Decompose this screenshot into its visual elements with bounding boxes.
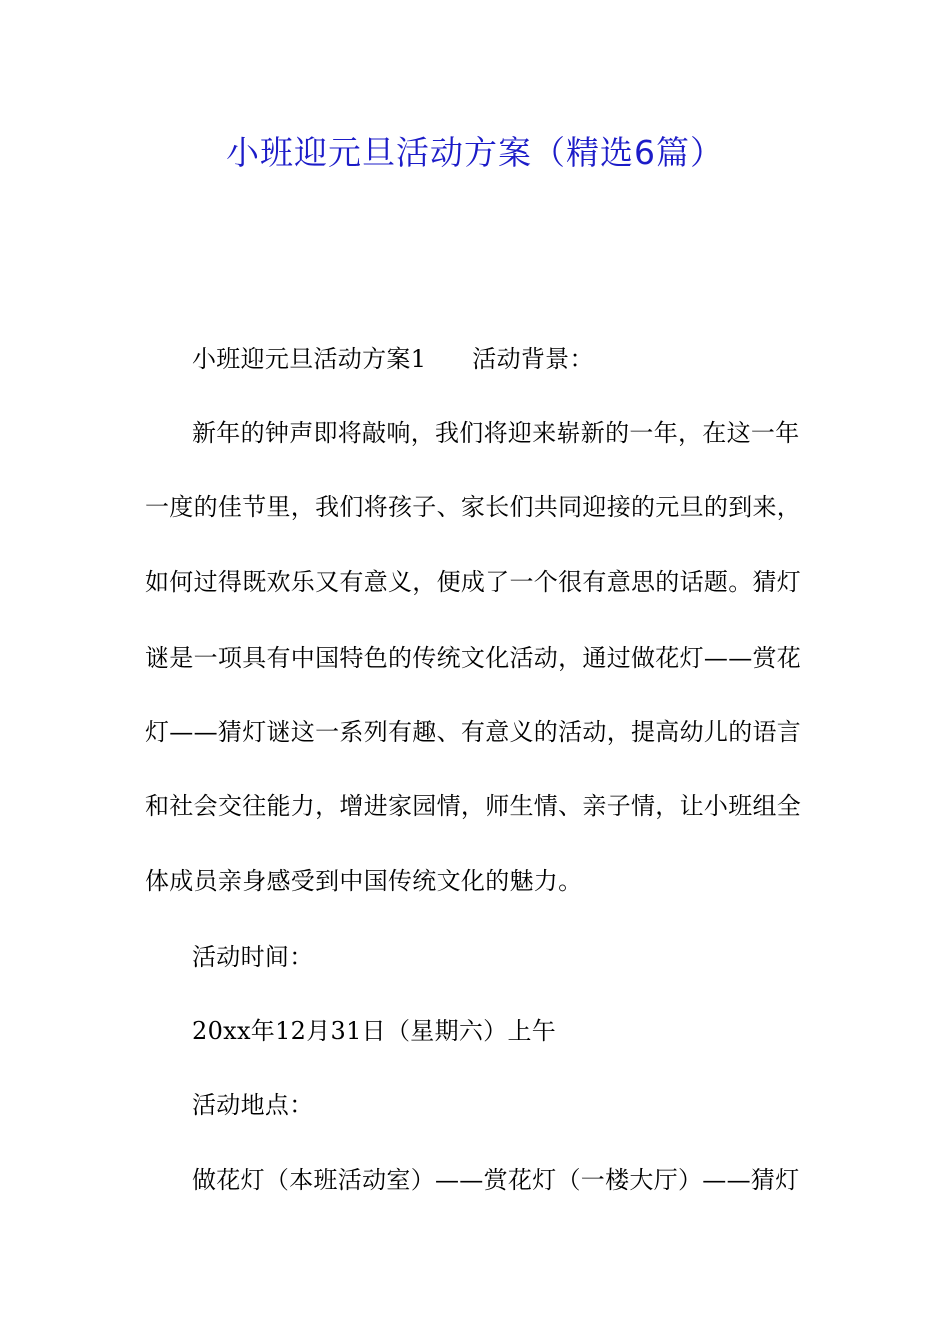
paragraph-line-7: 体成员亲身感受到中国传统文化的魅力。 [145, 867, 583, 895]
place-label: 活动地点： [192, 1091, 314, 1119]
section-heading-line [192, 339, 594, 379]
document-title: 小班迎元旦活动方案（精选6篇） [226, 133, 724, 172]
section-heading: 小班迎元旦活动方案1 [192, 345, 427, 373]
paragraph-line-3: 如何过得既欢乐又有意义，便成了一个很有意思的话题。猜灯 [145, 568, 802, 596]
time-label: 活动时间： [192, 943, 314, 971]
paragraph-line-1: 新年的钟声即将敲响，我们将迎来崭新的一年，在这一年 [192, 419, 800, 447]
paragraph-line-6: 和社会交往能力，增进家园情，师生情、亲子情，让小班组全 [145, 792, 802, 820]
time-value: 20xx年12月31日（星期六）上午 [192, 1017, 557, 1045]
place-value: 做花灯（本班活动室）——赏花灯（一楼大厅）——猜灯 [192, 1166, 800, 1194]
paragraph-line-2: 一度的佳节里，我们将孩子、家长们共同迎接的元旦的到来， [145, 493, 802, 521]
paragraph-line-4: 谜是一项具有中国特色的传统文化活动，通过做花灯——赏花 [145, 644, 802, 672]
paragraph-line-5: 灯——猜灯谜这一系列有趣、有意义的活动，提高幼儿的语言 [145, 718, 802, 746]
background-label: 活动背景： [472, 345, 594, 373]
